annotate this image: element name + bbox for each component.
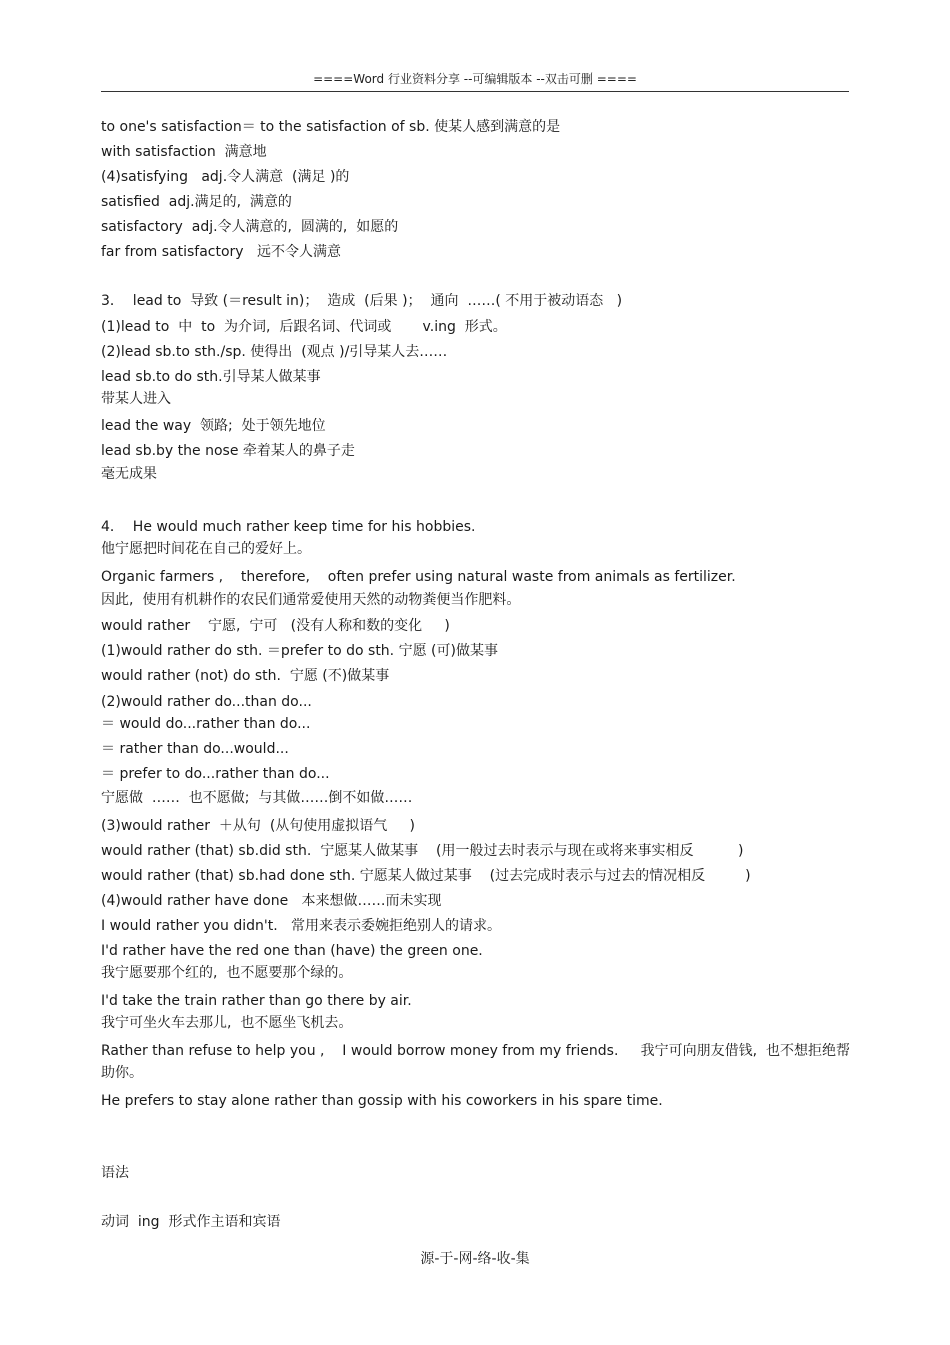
text-line: far from satisfactory 远不令人满意	[101, 244, 341, 260]
text-line: lead sb.to do sth.引导某人做某事	[101, 369, 321, 385]
text-line: lead sb.by the nose 牵着某人的鼻子走	[101, 443, 355, 459]
text-line: with satisfaction 满意地	[101, 144, 267, 160]
text-line: (1)would rather do sth. ＝prefer to do sth. 宁愿 (可)做某事	[101, 643, 498, 659]
text-line: would rather (not) do sth. 宁愿 (不)做某事	[101, 668, 390, 684]
page-header: ====Word 行业资料分享 --可编辑版本 --双击可删 ====	[313, 72, 637, 86]
text-line: Organic farmers , therefore, often prefer using natural waste from animals as fertilizer.	[101, 569, 736, 585]
text-line: satisfactory adj.令人满意的, 圆满的, 如愿的	[101, 219, 399, 235]
text-line: (3)would rather ＋从句 (从句使用虚拟语气 )	[101, 818, 415, 834]
grammar-heading: 语法	[101, 1165, 129, 1181]
text-line: I'd take the train rather than go there by air.	[101, 993, 412, 1009]
text-line: to one's satisfaction＝ to the satisfaction of sb. 使某人感到满意的是	[101, 119, 561, 135]
text-line: 宁愿做 …… 也不愿做; 与其做……倒不如做……	[101, 790, 413, 806]
text-line: 我宁可坐火车去那儿, 也不愿坐飞机去。	[101, 1015, 353, 1031]
text-line: Rather than refuse to help you , I would borrow money from my friends. 我宁可向朋友借钱, 也不想拒绝帮	[101, 1043, 850, 1059]
text-line: (4)would rather have done 本来想做……而未实现	[101, 893, 442, 909]
text-line: would rather (that) sb.did sth. 宁愿某人做某事 (用一般过去时表示与现在或将来事实相反 )	[101, 843, 744, 859]
text-line: ＝ rather than do...would...	[101, 741, 289, 757]
page-footer: 源-于-网-络-收-集	[420, 1251, 530, 1267]
text-line: ＝ prefer to do...rather than do...	[101, 766, 330, 782]
text-line: ＝ would do...rather than do...	[101, 716, 311, 732]
text-line: 他宁愿把时间花在自己的爱好上。	[101, 541, 311, 557]
text-line: satisfied adj.满足的, 满意的	[101, 194, 292, 210]
text-line: I'd rather have the red one than (have) the green one.	[101, 943, 483, 959]
text-line: 毫无成果	[101, 466, 157, 482]
text-line: lead the way 领路; 处于领先地位	[101, 418, 326, 434]
text-line: 带某人进入	[101, 391, 171, 407]
text-line: (4)satisfying adj.令人满意 (满足 )的	[101, 169, 350, 185]
text-line: would rather 宁愿, 宁可 (没有人称和数的变化 )	[101, 618, 450, 634]
text-line: I would rather you didn't. 常用来表示委婉拒绝别人的请求。	[101, 918, 502, 934]
text-line: (1)lead to 中 to 为介词, 后跟名词、代词或 v.ing 形式。	[101, 319, 507, 335]
grammar-subheading: 动词 ing 形式作主语和宾语	[101, 1214, 281, 1230]
text-line: (2)lead sb.to sth./sp. 使得出 (观点 )/引导某人去……	[101, 344, 448, 360]
text-line: 我宁愿要那个红的, 也不愿要那个绿的。	[101, 965, 353, 981]
section-heading-would-rather: 4． He would much rather keep time for his hobbies.	[101, 519, 476, 535]
text-line: (2)would rather do...than do...	[101, 694, 312, 710]
text-line: He prefers to stay alone rather than gossip with his coworkers in his spare time.	[101, 1093, 663, 1109]
text-line: 因此, 使用有机耕作的农民们通常爱使用天然的动物粪便当作肥料。	[101, 592, 521, 608]
section-heading-lead-to: 3． lead to 导致 (＝result in)； 造成 (后果 )； 通向 ……( 不用于被动语态 )	[101, 293, 623, 309]
text-line: 助你。	[101, 1065, 143, 1081]
header-divider	[101, 91, 849, 92]
text-line: would rather (that) sb.had done sth. 宁愿某人做过某事 (过去完成时表示与过去的情况相反 )	[101, 868, 751, 884]
